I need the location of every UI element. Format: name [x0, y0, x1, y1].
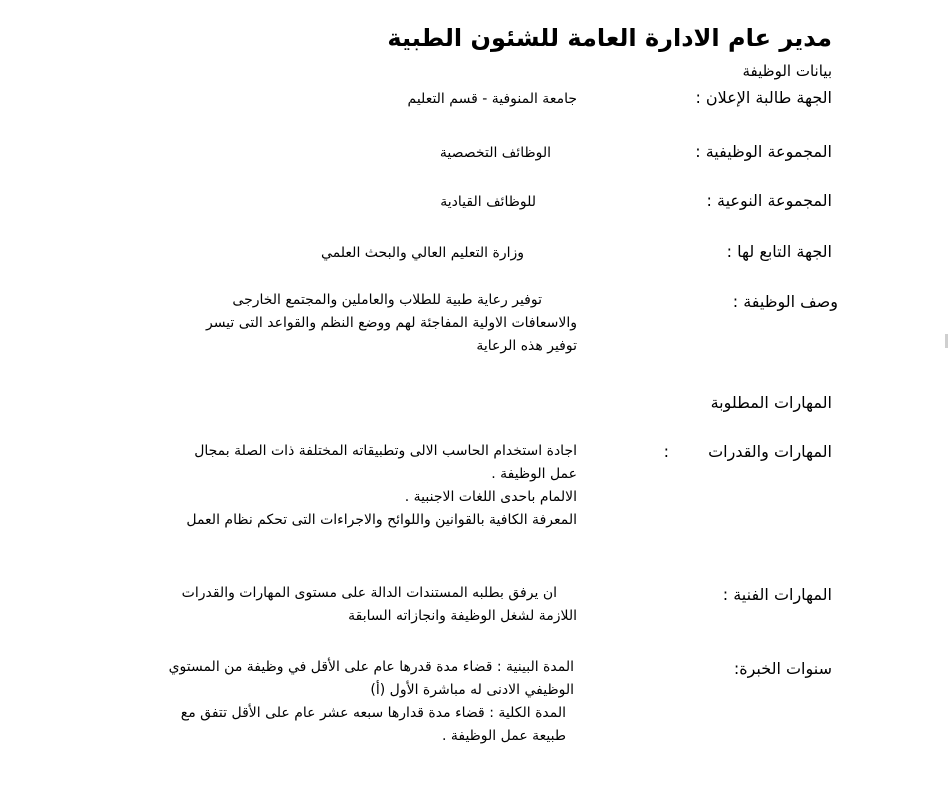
description-line: توفير هذه الرعاية [476, 338, 577, 354]
skills-heading: المهارات المطلوبة [710, 393, 832, 412]
document-subtitle: بيانات الوظيفة [742, 62, 832, 80]
field-label-affiliation: الجهة التابع لها : [726, 242, 832, 261]
technical-skills-line: ان يرفق بطلبه المستندات الدالة على مستوى المهارات والقدرات [181, 585, 557, 601]
technical-skills-line: اللازمة لشغل الوظيفة وانجازاته السابقة [348, 608, 577, 624]
field-value-description [206, 289, 577, 358]
experience-line: الوظيفي الادنى له مباشرة الأول (أ) [370, 682, 574, 698]
experience-line: طبيعة عمل الوظيفة . [441, 728, 566, 744]
experience-label: سنوات الخبرة: [733, 659, 832, 678]
skills-line: المعرفة الكافية بالقوانين واللوائح والاجراءات التى تحكم نظام العمل [186, 512, 577, 528]
skills-line: اجادة استخدام الحاسب الالى وتطبيقاته المختلفة ذات الصلة بمجال [194, 443, 577, 459]
field-value-job-group: الوظائف التخصصية [439, 145, 551, 161]
field-value-type-group: للوظائف القيادية [440, 194, 536, 210]
skills-colon: : [663, 442, 669, 461]
scrollbar-marker [945, 334, 948, 348]
document-title: مدير عام الادارة العامة للشئون الطبية [387, 24, 832, 52]
skills-line: الالمام باحدى اللغات الاجنبية . [404, 489, 577, 505]
skills-line: عمل الوظيفة . [491, 466, 577, 482]
field-label-type-group: المجموعة النوعية : [706, 191, 832, 210]
field-label-advertiser: الجهة طالبة الإعلان : [695, 88, 832, 107]
field-value-advertiser: جامعة المنوفية - قسم التعليم [407, 91, 577, 107]
technical-skills-list [182, 582, 577, 628]
description-line: والاسعافات الاولية المفاجئة لهم ووضع النظم والقواعد التى تيسر [205, 315, 577, 331]
description-line: توفير رعاية طبية للطلاب والعاملين والمجتمع الخارجى [232, 292, 542, 308]
experience-line: المدة الكلية : قضاء مدة قدارها سبعه عشر عام على الأقل تتفق مع [180, 705, 566, 721]
field-label-description: وصف الوظيفة : [732, 292, 838, 311]
experience-list [169, 656, 574, 748]
experience-line: المدة البينية : قضاء مدة قدرها عام على الأقل في وظيفة من المستوي [168, 659, 574, 675]
skills-label: المهارات والقدرات [708, 442, 832, 461]
skills-list [186, 440, 577, 532]
field-label-job-group: المجموعة الوظيفية : [695, 142, 832, 161]
field-value-affiliation: وزارة التعليم العالي والبحث العلمي [321, 245, 524, 261]
technical-skills-label: المهارات الفنية : [722, 585, 832, 604]
